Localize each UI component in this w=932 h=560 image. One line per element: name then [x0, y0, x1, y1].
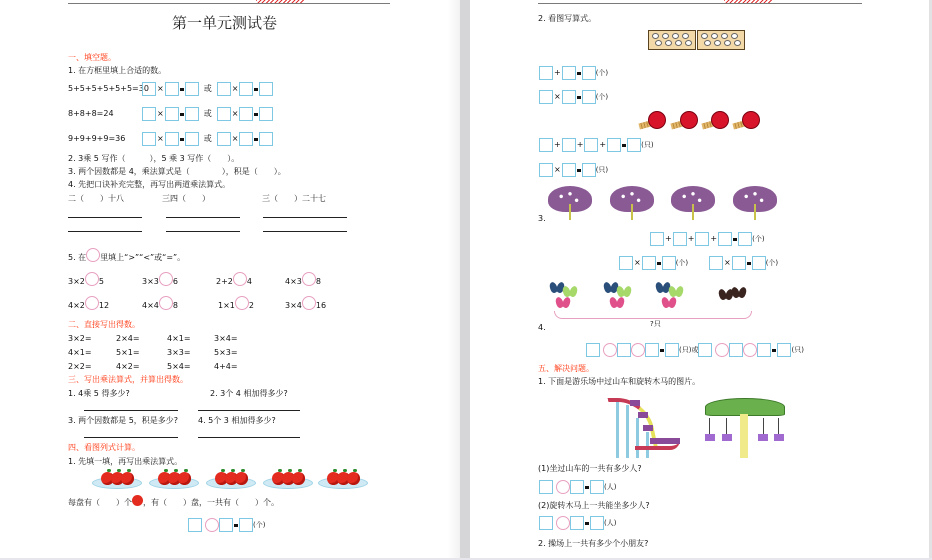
- answer-line[interactable]: [198, 437, 300, 438]
- fill-post: ，有（ ）盘，一共有（ ）个。: [143, 498, 279, 507]
- answer-box[interactable]: [590, 480, 604, 494]
- equals-sign: [234, 524, 238, 527]
- q4-item-3: 三（ ）二十七: [262, 194, 326, 203]
- egg-multiplication-equation: [539, 90, 608, 104]
- answer-line[interactable]: [166, 231, 240, 232]
- compare-left: 4×4: [142, 301, 159, 310]
- answer-box[interactable]: [650, 232, 664, 246]
- compare-right: 8: [172, 301, 178, 310]
- compare-circle[interactable]: [85, 272, 99, 286]
- answer-box[interactable]: [259, 132, 273, 146]
- unit-label: (人): [604, 518, 617, 527]
- answer-box[interactable]: [217, 82, 231, 96]
- q5-prompt-post: 里填上“>”“<”或“=”。: [100, 253, 186, 262]
- tree-multiplication-equation-1: [619, 256, 688, 270]
- plus-sign: +: [576, 140, 584, 149]
- q5-prompt: [68, 254, 185, 262]
- q2-prompt: 2. 看图写算式。: [538, 14, 597, 23]
- equals-sign: [180, 138, 184, 141]
- apple-plate-icon: [318, 467, 368, 489]
- answer-box[interactable]: [718, 232, 732, 246]
- answer-box[interactable]: [142, 107, 156, 121]
- s5-sub1-equation: [539, 480, 616, 494]
- answer-box[interactable]: [729, 343, 743, 357]
- times-sign: ×: [554, 92, 561, 101]
- egg-tray-icon: [648, 30, 696, 50]
- compare-circle[interactable]: [302, 272, 316, 286]
- compare-right: 8: [315, 277, 321, 286]
- times-sign: ×: [157, 109, 164, 118]
- answer-box[interactable]: [219, 518, 233, 532]
- calc-item: 2×2=: [68, 362, 92, 371]
- s5-sub2: (2)旋转木马上一共能坐多少人?: [538, 501, 650, 510]
- tree-icon: [548, 186, 592, 220]
- answer-box[interactable]: [165, 82, 179, 96]
- answer-box[interactable]: [617, 343, 631, 357]
- unit-label: (只): [641, 140, 654, 149]
- compare-right: 12: [98, 301, 110, 310]
- equals-sign: [577, 96, 581, 99]
- operator-circle[interactable]: [556, 480, 570, 494]
- left-page: [0, 0, 460, 560]
- answer-line[interactable]: [166, 217, 240, 218]
- s4-equation: [188, 518, 265, 532]
- answer-box[interactable]: [662, 256, 676, 270]
- compare-right: 4: [246, 277, 252, 286]
- unit-label: (只)或: [679, 345, 699, 354]
- answer-box[interactable]: [584, 138, 598, 152]
- unit-label: (个): [595, 92, 609, 101]
- compare-item: [68, 278, 142, 286]
- times-sign: ×: [554, 165, 561, 174]
- compare-circle-icon: [86, 248, 100, 262]
- answer-box[interactable]: [582, 66, 596, 80]
- q5-prompt-pre: 5. 在: [68, 253, 87, 262]
- answer-line[interactable]: [68, 231, 142, 232]
- operator-circle[interactable]: [205, 518, 219, 532]
- answer-box[interactable]: [165, 132, 179, 146]
- compare-left: 3×3: [142, 277, 159, 286]
- compare-item: [142, 278, 216, 286]
- answer-box[interactable]: [570, 516, 584, 530]
- compare-circle[interactable]: [233, 272, 247, 286]
- unit-label: (个): [253, 520, 266, 529]
- s4-fill-line: [68, 499, 279, 507]
- tree-icon: [610, 186, 654, 220]
- times-sign: ×: [634, 258, 641, 267]
- header-rule: [538, 3, 862, 4]
- q1-row-3: [68, 132, 273, 146]
- or-label: 或: [203, 109, 212, 118]
- answer-box[interactable]: [562, 66, 576, 80]
- calc-item: 4×1=: [68, 348, 92, 357]
- or-label: 或: [203, 84, 212, 93]
- compare-right: 16: [315, 301, 327, 310]
- s3-q4: 4. 5个 3 相加得多少?: [198, 416, 276, 425]
- apple-icon: [132, 495, 143, 506]
- calc-item: 3×4=: [214, 334, 238, 343]
- answer-box[interactable]: [259, 107, 273, 121]
- calc-item: 5×1=: [116, 348, 140, 357]
- apple-plate-icon: [206, 467, 256, 489]
- answer-box[interactable]: [185, 132, 199, 146]
- answer-box[interactable]: [645, 343, 659, 357]
- equals-sign: [747, 262, 751, 265]
- q3-label: 3.: [538, 214, 546, 223]
- answer-box[interactable]: [607, 138, 621, 152]
- calc-item: 5×4=: [167, 362, 191, 371]
- answer-box[interactable]: [239, 107, 253, 121]
- answer-box[interactable]: [217, 107, 231, 121]
- section-heading-direct-answers: 二、直接写出得数。: [68, 320, 140, 329]
- tree-icon: [733, 186, 777, 220]
- equals-sign: [180, 113, 184, 116]
- s3-q2: 2. 3个 4 相加得多少?: [210, 389, 288, 398]
- compare-left: 4×3: [285, 277, 302, 286]
- q1-prompt: 1. 在方框里填上合适的数。: [68, 66, 167, 75]
- answer-box[interactable]: [695, 232, 709, 246]
- tree-addition-equation: [650, 232, 765, 246]
- brace-label: ?只: [650, 320, 661, 328]
- times-sign: ×: [724, 258, 731, 267]
- calc-item: 3×3=: [167, 348, 191, 357]
- q4-prompt: 4. 先把口诀补充完整，再写出两道乘法算式。: [68, 180, 231, 189]
- calc-item: 2×4=: [116, 334, 140, 343]
- answer-box[interactable]: [165, 107, 179, 121]
- plus-sign: +: [687, 234, 695, 243]
- compare-circle[interactable]: [302, 296, 316, 310]
- unit-label: (人): [604, 482, 617, 491]
- answer-box[interactable]: [562, 138, 576, 152]
- page-shadow: [448, 0, 460, 560]
- equals-sign: [577, 169, 581, 172]
- compare-left: 4×2: [68, 301, 85, 310]
- compare-item: [142, 302, 218, 310]
- answer-box[interactable]: [142, 132, 156, 146]
- answer-box[interactable]: [752, 256, 766, 270]
- s3-q1: 1. 4乘 5 得多少?: [68, 389, 130, 398]
- plus-sign: +: [554, 140, 561, 149]
- compare-item: [218, 302, 285, 310]
- equals-sign: [657, 262, 661, 265]
- answer-box[interactable]: [627, 138, 641, 152]
- tree-icon: [671, 186, 715, 220]
- answer-box[interactable]: [142, 82, 156, 96]
- answer-box[interactable]: [738, 232, 752, 246]
- operator-circle[interactable]: [556, 516, 570, 530]
- apple-plate-icon: [263, 467, 313, 489]
- answer-line[interactable]: [263, 231, 347, 232]
- operator-circle[interactable]: [631, 343, 645, 357]
- compare-circle[interactable]: [159, 296, 173, 310]
- compare-item: [285, 278, 321, 286]
- answer-box[interactable]: [539, 516, 553, 530]
- brace-icon: [554, 311, 752, 319]
- q5-row-2: [68, 302, 326, 310]
- right-page: [470, 0, 932, 560]
- compare-left: 3×4: [285, 301, 302, 310]
- unit-label: (个): [752, 234, 765, 243]
- s5-q2: 2. 操场上一共有多少个小朋友?: [538, 539, 649, 548]
- compare-item: [285, 302, 326, 310]
- answer-box[interactable]: [239, 132, 253, 146]
- answer-box[interactable]: [562, 90, 576, 104]
- equals-sign: [772, 349, 776, 352]
- answer-box[interactable]: [590, 516, 604, 530]
- answer-box[interactable]: [539, 480, 553, 494]
- answer-box[interactable]: [259, 82, 273, 96]
- page-gutter: [460, 0, 470, 560]
- q1-row-2: [68, 107, 273, 121]
- answer-box[interactable]: [582, 90, 596, 104]
- compare-left: 3×2: [68, 277, 85, 286]
- tree-multiplication-equation-2: [709, 256, 778, 270]
- section-heading-problem-solving: 五、解决问题。: [538, 364, 594, 373]
- answer-box[interactable]: [619, 256, 633, 270]
- calc-item: 3×2=: [68, 334, 92, 343]
- equals-sign: [254, 88, 258, 91]
- compare-item: [68, 302, 142, 310]
- answer-line[interactable]: [68, 217, 142, 218]
- calc-item: 4×1=: [167, 334, 191, 343]
- q1-row-1: [68, 82, 273, 96]
- q1-expr: 5+5+5+5+5+5=30: [68, 84, 149, 93]
- unit-label: (个): [765, 258, 779, 267]
- q4-item-2: 三四（ ）: [162, 194, 210, 203]
- answer-box[interactable]: [185, 107, 199, 121]
- spellcheck-squiggle: [724, 0, 772, 3]
- egg-tray-icon: [697, 30, 745, 50]
- section-heading-multiplication: 三、写出乘法算式，并算出得数。: [68, 375, 188, 384]
- times-sign: ×: [231, 109, 239, 118]
- compare-right: 2: [248, 301, 254, 310]
- section-heading-picture-calc: 四、看图列式计算。: [68, 443, 140, 452]
- answer-box[interactable]: [185, 82, 199, 96]
- answer-box[interactable]: [239, 82, 253, 96]
- operator-circle[interactable]: [743, 343, 757, 357]
- answer-box[interactable]: [539, 90, 553, 104]
- equals-sign: [585, 486, 589, 489]
- unit-label: (个): [595, 68, 609, 77]
- plus-sign: +: [554, 68, 561, 77]
- q4-label: 4.: [538, 323, 546, 332]
- equals-sign: [622, 144, 626, 147]
- equals-sign: [254, 138, 258, 141]
- answer-line[interactable]: [263, 217, 347, 218]
- paddle-addition-equation: [539, 138, 654, 152]
- q1-expr: 8+8+8=24: [68, 109, 114, 118]
- calc-item: 5×3=: [214, 348, 238, 357]
- compare-left: 2+2: [216, 277, 233, 286]
- answer-box[interactable]: [188, 518, 202, 532]
- s5-q1-prompt: 1. 下面是游乐场中过山车和旋转木马的图片。: [538, 377, 701, 386]
- operator-circle[interactable]: [603, 343, 617, 357]
- compare-right: 6: [172, 277, 178, 286]
- compare-circle[interactable]: [85, 296, 99, 310]
- s3-q3: 3. 两个因数都是 5，积是多少?: [68, 416, 179, 425]
- q1-expr: 9+9+9+9=36: [68, 134, 126, 143]
- q4-item-1: 二（ ）十八: [68, 194, 124, 203]
- compare-left: 1×1: [218, 301, 235, 310]
- section-heading-fill-blanks: 一、填空题。: [68, 53, 116, 62]
- answer-box[interactable]: [539, 138, 553, 152]
- compare-item: [216, 278, 285, 286]
- answer-box[interactable]: [732, 256, 746, 270]
- plus-sign: +: [599, 140, 607, 149]
- answer-box[interactable]: [777, 343, 791, 357]
- s5-sub1: (1)坐过山车的一共有多少人?: [538, 464, 642, 473]
- answer-box[interactable]: [217, 132, 231, 146]
- answer-line[interactable]: [84, 437, 178, 438]
- unit-label: (个): [675, 258, 689, 267]
- unit-label: (只): [791, 345, 804, 354]
- times-sign: ×: [231, 134, 239, 143]
- answer-box[interactable]: [673, 232, 687, 246]
- answer-line[interactable]: [84, 410, 178, 411]
- answer-box[interactable]: [539, 163, 553, 177]
- answer-box[interactable]: [570, 480, 584, 494]
- answer-box[interactable]: [539, 66, 553, 80]
- calc-item: 4+4=: [214, 362, 238, 371]
- compare-right: 5: [98, 277, 104, 286]
- s4-q1-prompt: 1. 先填一填，再写出乘法算式。: [68, 457, 183, 466]
- times-sign: ×: [157, 134, 164, 143]
- equals-sign: [660, 349, 664, 352]
- answer-box[interactable]: [709, 256, 723, 270]
- spellcheck-squiggle: [256, 0, 304, 3]
- apple-plate-icon: [92, 467, 142, 489]
- operator-circle[interactable]: [715, 343, 729, 357]
- equals-sign: [254, 113, 258, 116]
- answer-box[interactable]: [665, 343, 679, 357]
- plus-sign: +: [710, 234, 718, 243]
- q2-text: 2. 3乘 5 写作（ ），5 乘 3 写作（ ）。: [68, 154, 240, 163]
- or-label: 或: [203, 134, 212, 143]
- times-sign: ×: [231, 84, 239, 93]
- unit-label: (只): [595, 165, 609, 174]
- equals-sign: [733, 238, 737, 241]
- page-title: 第一单元测试卷: [172, 14, 278, 32]
- equals-sign: [577, 72, 581, 75]
- paddle-multiplication-equation: [539, 163, 608, 177]
- butterfly-equation: [586, 343, 804, 357]
- answer-box[interactable]: [757, 343, 771, 357]
- answer-box[interactable]: [562, 163, 576, 177]
- answer-box[interactable]: [642, 256, 656, 270]
- answer-line[interactable]: [198, 410, 300, 411]
- calc-item: 4×2=: [116, 362, 140, 371]
- compare-circle[interactable]: [159, 272, 173, 286]
- times-sign: ×: [157, 84, 164, 93]
- answer-box[interactable]: [582, 163, 596, 177]
- answer-box[interactable]: [586, 343, 600, 357]
- fill-pre: 每盘有（ ）个: [68, 498, 132, 507]
- q3-text: 3. 两个因数都是 4，乘法算式是（ ），积是（ ）。: [68, 167, 286, 176]
- q5-row-1: [68, 278, 321, 286]
- answer-box[interactable]: [239, 518, 253, 532]
- apple-plate-icon: [149, 467, 199, 489]
- equals-sign: [585, 522, 589, 525]
- compare-circle[interactable]: [235, 296, 249, 310]
- header-rule: [68, 3, 390, 4]
- egg-addition-equation: [539, 66, 608, 80]
- equals-sign: [180, 88, 184, 91]
- s5-sub2-equation: [539, 516, 616, 530]
- answer-box[interactable]: [698, 343, 712, 357]
- plus-sign: +: [665, 234, 672, 243]
